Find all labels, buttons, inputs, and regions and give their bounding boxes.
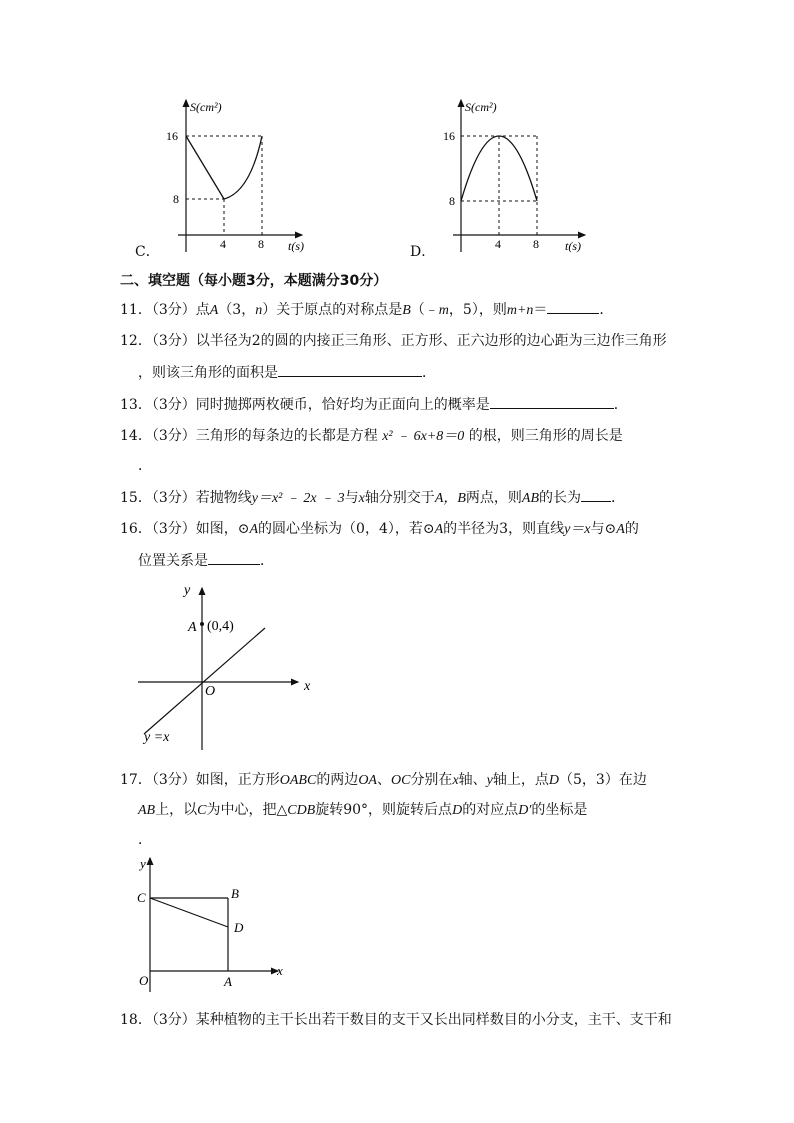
question-14-line2 [138,455,698,477]
q16-A2: A [434,522,444,537]
q13-end: ． [613,397,628,413]
q16-text-e: 的 [624,521,639,537]
graph-d-tick-x8: 8 [533,237,539,251]
q17-line3: ． [138,832,152,848]
q14-score: （3分） [151,428,196,444]
figure-16-svg [130,578,330,758]
q18-score: （3分） [151,1012,196,1028]
q13-text: 同时抛掷两枚硬币，恰好均为正面向上的概率是 [195,397,490,413]
q17-line2-a: 上，以 [155,802,198,818]
q17-line1-f: 轴上，点 [492,772,549,788]
q11-text-b: （3， [218,302,256,318]
q16-text-a: 如图，⊙ [195,521,250,537]
q18-num: 18． [120,1012,152,1028]
q17-line2-D2: D′ [518,803,532,818]
question-17-line2 [138,799,698,822]
graph-c-tick-x4: 4 [220,237,226,251]
question-12 [120,330,680,352]
fig17-c-label: C [137,890,146,905]
q16-text-b: 的圆心坐标为（0，4），若⊙ [258,521,435,537]
q14-line2: ． [138,458,152,474]
q16-line2: 位置关系是 [138,553,208,569]
graph-c-option-label: C． [135,244,160,260]
q17-line2-b: 为中心，把△ [206,802,288,818]
q17-line1-c: 、 [376,772,391,788]
q11-B: B [402,303,411,318]
q11-mn: m+n [506,303,534,318]
graph-d-y-label: S(cm²) [465,100,497,114]
q12-line1: 以半径为2的圆的内接正三角形、正方形、正六边形的边心距为三边作三角形 [195,333,667,349]
question-17-line3 [138,829,698,851]
q17-line2-CDB: CDB [287,803,316,818]
q16-equation: y＝x [564,522,591,537]
q12-line2: ，则该三角形的面积是 [138,365,278,381]
q17-line1-e: 轴、 [458,772,487,788]
q17-OABC: OABC [279,773,317,788]
q17-y: y [486,773,493,788]
q17-line2-c: 旋转90°，则旋转后点 [315,802,453,818]
graph-c-svg [130,92,310,262]
q11-text-a: 点 [195,302,210,318]
q17-line1-g: （5，3）在边 [559,772,647,788]
q16-end: ． [260,553,274,569]
q16-score: （3分） [151,521,196,537]
q11-text-e: ，5），则 [448,302,507,318]
graph-c-y-label: S(cm²) [190,100,222,114]
question-16 [120,518,680,541]
q17-OA: OA [358,773,377,788]
graph-d-svg [405,92,590,262]
fig16-point-coord: (0,4) [207,619,234,634]
graph-c-tick-16: 16 [166,129,178,143]
fig17-b-label: B [231,886,239,901]
q14-equation: x² ﹣ 6x+8＝0 [382,429,465,444]
graph-c [130,92,310,262]
question-13 [120,394,680,416]
q11-n: n [255,303,263,318]
q11-m: m [438,303,449,318]
q11-end: ． [599,302,614,318]
fig17-origin-label: O [139,973,149,988]
fig17-d-label: D [234,920,244,935]
q14-text-a: 三角形的每条边的长都是方程 [195,428,378,444]
graph-d-option-label: D． [410,244,436,260]
q15-AB1: A，B [434,491,466,506]
q15-text-c: 轴分别交于 [364,490,435,506]
q13-score: （3分） [151,397,196,413]
q14-text-b: 的根，则三角形的周长是 [468,428,623,444]
q11-A: A [209,303,219,318]
question-14 [120,425,680,448]
q17-line2-C: C [197,803,207,818]
graph-d-tick-16: 16 [443,129,455,143]
q15-AB2: AB [521,491,540,506]
q15-equation: y＝x² ﹣ 2x ﹣ 3 [251,491,345,506]
q18-text: 某种植物的主干长出若干数目的支干又长出同样数目的小分支，主干、支干和 [195,1012,672,1028]
q11-text-c: ）关于原点的对称点是 [262,302,403,318]
q15-end: ． [611,490,626,506]
q12-end: ． [422,365,436,381]
fig16-point-a-label: A [188,620,197,635]
graph-d [405,92,590,262]
q17-score: （3分） [151,772,196,788]
fig17-segment-cd [150,898,228,927]
q17-OC: OC [390,773,411,788]
q17-line2-d: 的对应点 [462,802,519,818]
q16-text-d: 与⊙ [590,521,617,537]
question-12-line2 [138,362,698,384]
fig17-x-label: x [277,963,283,978]
q16-answer-blank[interactable] [208,550,260,565]
q11-text-d: （﹣ [410,302,439,318]
q16-A3: A [616,522,625,537]
fig16-origin-label: O [205,684,216,699]
graph-c-x-label: t(s) [288,239,304,253]
graph-c-tick-8: 8 [173,192,179,206]
figure-17-svg [130,852,290,1000]
fig16-point-a [200,622,204,626]
graph-d-x-label: t(s) [565,239,581,253]
q17-line2-e: 的坐标是 [531,802,588,818]
q16-text-c: 的半径为3，则直线 [443,521,565,537]
figure-16 [130,578,330,758]
q15-num: 15． [120,490,152,506]
question-17 [120,769,680,792]
fig16-x-label: x [304,679,311,694]
q14-num: 14． [120,428,152,444]
q17-line1-d: 分别在 [410,772,453,788]
q15-text-d: 两点，则 [465,490,522,506]
q15-text-b: 与 [344,490,359,506]
q17-line1-b: 的两边 [316,772,359,788]
q16-num: 16． [120,521,152,537]
fig17-a-label: A [224,974,232,989]
q15-text-a: 若抛物线 [195,490,252,506]
figure-17 [130,852,290,1000]
q17-line2-D: D [452,803,463,818]
q15-answer-blank[interactable] [581,487,611,502]
q12-score: （3分） [151,333,196,349]
q17-line2-AB: AB [138,803,156,818]
question-16-line2 [138,550,698,572]
question-18 [120,1009,680,1031]
q11-score: （3分） [151,302,196,318]
section-title: 二、填空题（每小题3分，本题满分30分） [120,273,388,289]
q11-text-f: ＝ [533,302,548,318]
q16-A: A [249,522,259,537]
q17-line1-a: 如图，正方形 [195,772,280,788]
q17-x: x [452,773,459,788]
graph-c-tick-x8: 8 [258,237,264,251]
graph-c-line-segment [186,136,224,199]
q11-answer-blank[interactable] [547,299,599,314]
graph-d-tick-x4: 4 [495,237,501,251]
fig17-y-label: y [140,856,146,871]
q13-answer-blank[interactable] [490,394,614,409]
fig16-line-label: y =x [144,730,170,745]
question-11 [120,299,680,322]
q13-num: 13． [120,397,152,413]
fig16-line-y-eq-x [144,628,265,734]
q12-num: 12． [120,333,152,349]
q12-answer-blank[interactable] [278,362,422,377]
fig16-y-label: y [184,583,191,598]
graph-d-tick-8: 8 [449,194,455,208]
question-15 [120,487,680,510]
q15-score: （3分） [151,490,196,506]
q17-D: D [548,773,559,788]
graph-c-curve [224,136,262,199]
q15-x: x [358,491,365,506]
q17-num: 17． [120,772,152,788]
q11-num: 11． [120,302,152,318]
q15-text-e: 的长为 [539,490,582,506]
